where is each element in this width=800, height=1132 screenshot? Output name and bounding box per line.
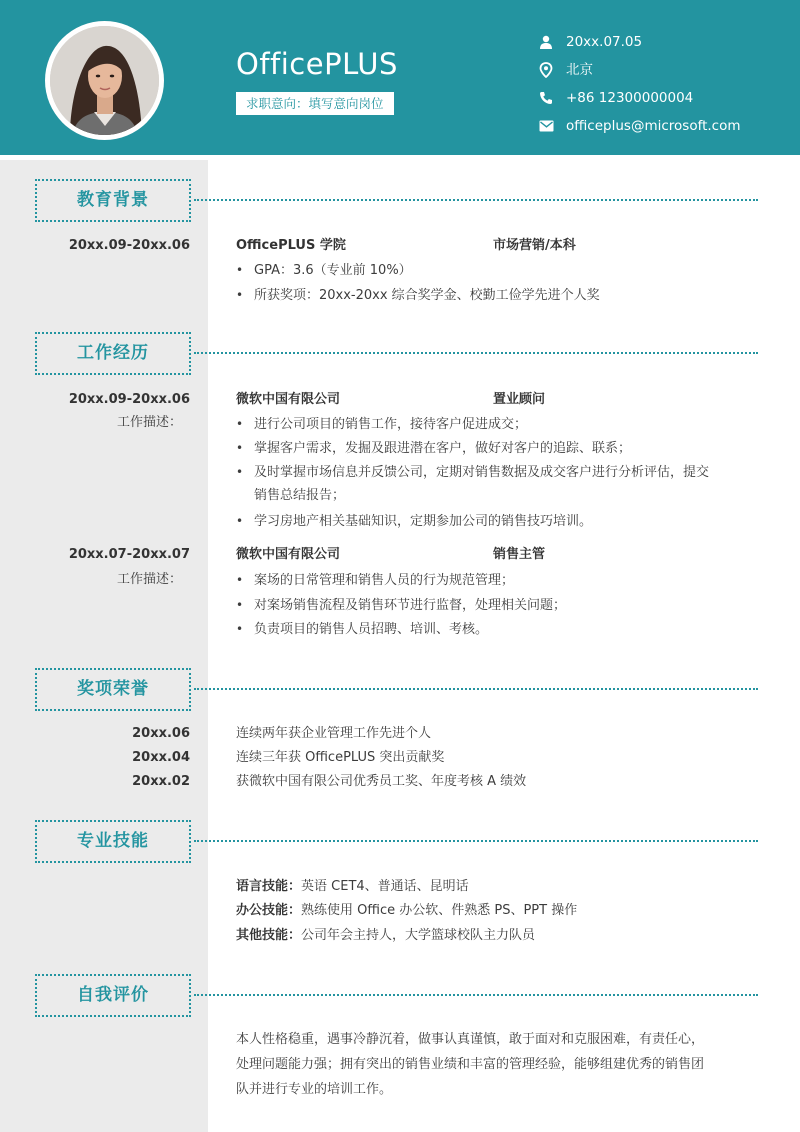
skill-text: 熟练使用 Office 办公软、件熟悉 PS、PPT 操作 xyxy=(301,903,578,918)
location-icon xyxy=(538,62,554,78)
work-desc-label: 工作描述： xyxy=(116,572,182,587)
list-item: • GPA：3.6（专业前 10%） xyxy=(236,260,412,281)
birth-date: 20xx.07.05 xyxy=(566,34,643,50)
section-divider xyxy=(194,199,758,201)
work-desc-label: 工作描述： xyxy=(116,415,182,430)
city-row xyxy=(538,60,593,80)
skill-text: 公司年会主持人，大学篮球校队主力队员 xyxy=(301,928,536,943)
skill-label: 语言技能： xyxy=(236,879,302,894)
award-date: 20xx.06 xyxy=(132,726,190,741)
phone-row xyxy=(538,88,693,108)
avatar xyxy=(50,26,159,135)
company-name: 微软中国有限公司 xyxy=(236,547,341,562)
section-title-self: 自我评价 xyxy=(35,974,191,1017)
school-name: OfficePLUS 学院 xyxy=(236,238,346,253)
candidate-name: OfficePLUS xyxy=(236,47,398,81)
list-item: • 学习房地产相关基础知识，定期参加公司的销售技巧培训。 xyxy=(236,511,592,532)
award-date: 20xx.04 xyxy=(132,750,190,765)
list-item: • 掌握客户需求，发掘及跟进潜在客户，做好对客户的追踪、联系； xyxy=(236,438,631,459)
list-item: • 所获奖项：20xx-20xx 综合奖学金、校勤工俭学先进个人奖 xyxy=(236,285,600,306)
section-title-education: 教育背景 xyxy=(35,179,191,222)
list-item-continuation: 销售总结报告； xyxy=(254,488,346,503)
section-divider xyxy=(194,994,758,996)
skill-row xyxy=(236,877,469,897)
award-date: 20xx.02 xyxy=(132,774,190,789)
section-divider xyxy=(194,840,758,842)
section-title-work: 工作经历 xyxy=(35,332,191,375)
email-address: officeplus@microsoft.com xyxy=(566,118,741,134)
phone-icon xyxy=(538,90,554,106)
city: 北京 xyxy=(566,62,593,78)
self-eval-line: 本人性格稳重，遇事冷静沉着，做事认真谨慎，敢于面对和克服困难，有责任心， xyxy=(236,1032,705,1047)
section-divider xyxy=(194,352,758,354)
phone-number: +86 12300000004 xyxy=(566,90,694,106)
header-banner xyxy=(0,0,800,155)
skill-row xyxy=(236,901,577,921)
skill-text: 英语 CET4、普通话、昆明话 xyxy=(301,879,469,894)
job-role: 销售主管 xyxy=(493,547,546,562)
skill-row xyxy=(236,926,535,946)
section-title-awards: 奖项荣誉 xyxy=(35,668,191,711)
skill-label: 其他技能： xyxy=(236,928,302,943)
birth-row xyxy=(538,32,642,52)
job-date: 20xx.09-20xx.06 xyxy=(68,392,190,407)
self-eval-line: 处理问题能力强；拥有突出的销售业绩和丰富的管理经验，能够组建优秀的销售团 xyxy=(236,1057,705,1072)
award-text: 连续三年获 OfficePLUS 突出贡献奖 xyxy=(236,750,445,765)
list-item: • 对案场销售流程及销售环节进行监督，处理相关问题； xyxy=(236,595,566,616)
section-title-skills: 专业技能 xyxy=(35,820,191,863)
skill-label: 办公技能： xyxy=(236,903,302,918)
list-item: • 负责项目的销售人员招聘、培训、考核。 xyxy=(236,619,488,640)
education-date: 20xx.09-20xx.06 xyxy=(68,238,190,253)
list-item: • 案场的日常管理和销售人员的行为规范管理； xyxy=(236,570,514,591)
email-row xyxy=(538,116,741,136)
job-role: 置业顾问 xyxy=(493,392,546,407)
job-intent: 求职意向：填写意向岗位 xyxy=(236,92,394,115)
section-divider xyxy=(194,688,758,690)
job-date: 20xx.07-20xx.07 xyxy=(68,547,190,562)
list-item: • 进行公司项目的销售工作，接待客户促进成交； xyxy=(236,414,527,435)
major-degree: 市场营销/本科 xyxy=(493,238,576,253)
avatar-frame xyxy=(45,21,164,140)
list-item: • 及时掌握市场信息并反馈公司，定期对销售数据及成交客户进行分析评估，提交 xyxy=(236,462,709,483)
self-eval-line: 队并进行专业的培训工作。 xyxy=(236,1082,393,1097)
company-name: 微软中国有限公司 xyxy=(236,392,341,407)
award-text: 连续两年获企业管理工作先进个人 xyxy=(236,726,432,741)
person-icon xyxy=(538,34,554,50)
award-text: 获微软中国有限公司优秀员工奖、年度考核 A 绩效 xyxy=(236,774,527,789)
mail-icon xyxy=(538,118,554,134)
